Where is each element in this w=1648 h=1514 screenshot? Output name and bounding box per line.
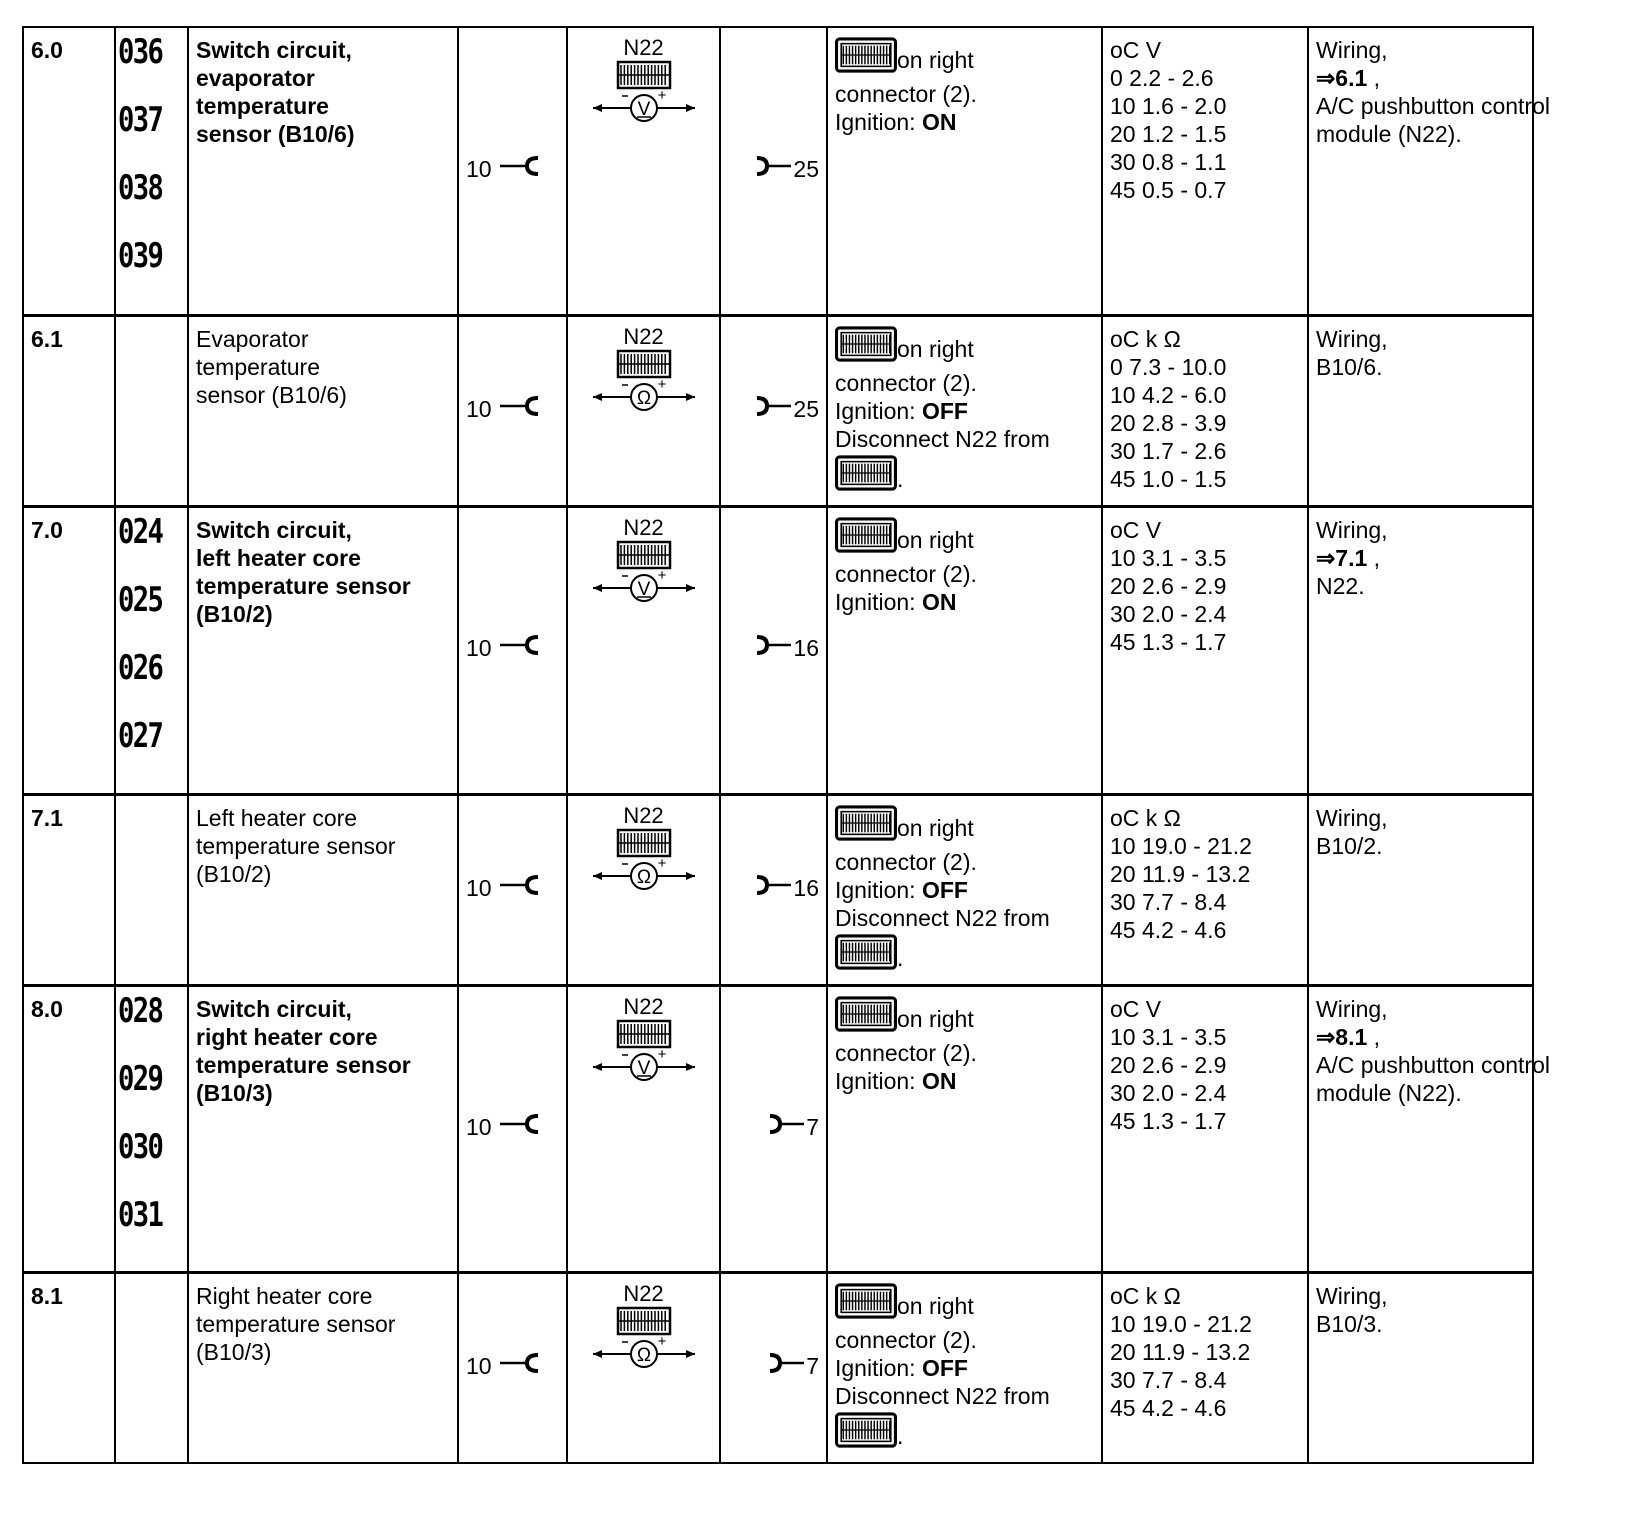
disconnect-note: Disconnect N22 from	[835, 425, 1050, 452]
test-condition	[827, 506, 1102, 794]
svg-text:V: V	[637, 1057, 650, 1079]
diagnostic-code: 037	[118, 100, 163, 140]
device-label: N22	[623, 35, 664, 60]
connector-icon	[835, 325, 897, 369]
pin-left-number: 10	[466, 1352, 492, 1379]
spec-line: 45 1.0 - 1.5	[1110, 465, 1227, 492]
spec-header: oC V	[1110, 516, 1162, 543]
ignition-state: ON	[921, 1067, 957, 1094]
spec-header: oC k Ω	[1110, 804, 1181, 831]
spec-line: 30 2.0 - 2.4	[1110, 600, 1227, 627]
remedy-line: module (N22).	[1316, 121, 1462, 147]
spec-line: 0 7.3 - 10.0	[1110, 353, 1227, 380]
pin-right-cell	[720, 506, 827, 794]
spec-line: 45 4.2 - 4.6	[1110, 1394, 1227, 1421]
test-condition	[827, 27, 1102, 315]
diagnostic-code: 038	[118, 168, 163, 208]
diagnostic-code: 024	[118, 511, 163, 552]
pin-right-cell	[720, 315, 827, 506]
step-number: 6.0	[23, 27, 115, 315]
table-row	[23, 27, 1533, 315]
spec-line: 45 1.3 - 1.7	[1110, 1107, 1227, 1134]
diagnostic-code: 039	[118, 236, 163, 276]
device-cell	[567, 506, 720, 794]
test-line: temperature sensor	[196, 572, 411, 599]
test-line: (B10/2)	[196, 600, 273, 627]
test-line: Evaporator	[196, 325, 309, 352]
remedy-ref-suffix: ,	[1367, 65, 1381, 91]
ignition-label: Ignition:	[835, 109, 916, 135]
pin-left-cell	[458, 27, 567, 315]
spec-line: 0 2.2 - 2.6	[1110, 65, 1214, 91]
ignition-label: Ignition:	[835, 876, 916, 903]
probe-socket-right-icon	[766, 1352, 806, 1380]
device-label: N22	[623, 1280, 664, 1306]
connector-icon	[835, 516, 897, 560]
condition-text: on right	[897, 814, 974, 841]
specification	[1102, 794, 1308, 985]
spec-line: 20 2.6 - 2.9	[1110, 572, 1227, 599]
spec-line: 30 1.7 - 2.6	[1110, 437, 1227, 464]
pin-right-number: 16	[793, 874, 819, 901]
pin-right-cell	[720, 794, 827, 985]
spec-line: 30 0.8 - 1.1	[1110, 149, 1227, 175]
remedy-line: Wiring,	[1316, 37, 1388, 63]
spec-line: 30 7.7 - 8.4	[1110, 888, 1227, 915]
test-line: Switch circuit,	[196, 995, 352, 1022]
spec-line: 30 2.0 - 2.4	[1110, 1079, 1227, 1106]
remedy-line: B10/3.	[1316, 1310, 1383, 1337]
remedy-reference-link[interactable]: ⇒8.1	[1316, 1023, 1368, 1050]
remedy-line: A/C pushbutton control	[1316, 93, 1550, 119]
spec-line: 10 19.0 - 21.2	[1110, 832, 1252, 859]
fault-codes	[115, 1272, 188, 1463]
probe-socket-right-icon	[753, 155, 793, 183]
test-description	[188, 315, 458, 506]
remedy-line: N22.	[1316, 572, 1365, 599]
pin-left-number: 10	[466, 874, 492, 901]
device-label: N22	[623, 802, 664, 828]
step-number: 7.0	[23, 506, 115, 794]
test-line: evaporator	[196, 65, 315, 91]
test-condition: on right connector (2). Ignition: OFF Disconnect N22 from .	[827, 315, 1102, 506]
test-line: left heater core	[196, 544, 361, 571]
pin-left-cell	[458, 506, 567, 794]
diagnostic-code: 028	[118, 990, 163, 1031]
diagnostic-code: 029	[118, 1058, 163, 1099]
svg-text:+: +	[657, 566, 666, 584]
disconnect-note: Disconnect N22 from	[835, 1382, 1050, 1409]
spec-line: 45 4.2 - 4.6	[1110, 916, 1227, 943]
connector-icon	[835, 455, 897, 497]
device-cell	[567, 1272, 720, 1463]
table-row	[23, 1272, 1533, 1463]
spec-line: 20 11.9 - 13.2	[1110, 1338, 1251, 1365]
probe-socket-left-icon	[498, 634, 542, 662]
remedy-reference-link[interactable]: ⇒7.1	[1316, 544, 1368, 571]
diagnostic-code: 030	[118, 1126, 163, 1167]
table-row	[23, 315, 1533, 506]
test-line: (B10/2)	[196, 860, 272, 887]
specification	[1102, 27, 1308, 315]
test-description	[188, 794, 458, 985]
remedy-reference-link[interactable]: ⇒6.1	[1316, 65, 1368, 91]
possible-cause	[1308, 794, 1533, 985]
device-cell	[567, 794, 720, 985]
fault-codes	[115, 985, 188, 1272]
condition-text: on right	[897, 526, 974, 553]
device-cell	[567, 985, 720, 1272]
pin-right-cell	[720, 27, 827, 315]
svg-text:Ω: Ω	[636, 1344, 651, 1366]
ignition-label: Ignition:	[835, 1354, 916, 1381]
probe-socket-right-icon	[753, 395, 793, 423]
ohmmeter-icon	[575, 1306, 712, 1370]
remedy-line: Wiring,	[1316, 1282, 1388, 1309]
pin-right-number: 16	[793, 635, 819, 661]
table-row	[23, 506, 1533, 794]
pin-right-number: 25	[793, 395, 819, 422]
possible-cause	[1308, 1272, 1533, 1463]
svg-text:+: +	[657, 1332, 666, 1350]
remedy-line: Wiring,	[1316, 516, 1388, 543]
test-line: temperature sensor	[196, 832, 396, 859]
pin-left-number: 10	[466, 155, 492, 182]
device-label: N22	[623, 514, 664, 540]
probe-socket-left-icon	[498, 155, 542, 183]
possible-cause	[1308, 985, 1550, 1272]
test-description	[188, 27, 458, 315]
spec-header: oC V	[1110, 995, 1162, 1022]
test-line: temperature	[196, 93, 329, 119]
probe-socket-left-icon	[498, 395, 542, 423]
ignition-state: OFF	[921, 397, 968, 424]
connector-icon	[835, 1412, 897, 1454]
spec-line: 10 3.1 - 3.5	[1110, 1023, 1227, 1050]
connector-icon	[835, 995, 897, 1039]
condition-text: connector (2).	[835, 1039, 977, 1066]
voltmeter-icon	[575, 540, 712, 604]
pin-left-number: 10	[466, 395, 492, 422]
remedy-line: B10/2.	[1316, 832, 1383, 859]
svg-text:+: +	[657, 375, 666, 393]
spec-line: 10 4.2 - 6.0	[1110, 381, 1227, 408]
probe-socket-left-icon	[498, 874, 542, 902]
step-number: 7.1	[23, 794, 115, 985]
condition-text: connector (2).	[835, 848, 977, 875]
ignition-label: Ignition:	[835, 1067, 916, 1094]
diagnostic-code: 036	[118, 32, 163, 72]
fault-codes	[115, 506, 188, 794]
remedy-line: Wiring,	[1316, 325, 1388, 352]
condition-text: on right	[897, 1292, 974, 1319]
spec-header: oC k Ω	[1110, 1282, 1181, 1309]
pin-left-cell	[458, 985, 567, 1272]
svg-text:+: +	[657, 854, 666, 872]
ignition-state: OFF	[921, 876, 968, 903]
pin-right-number: 7	[806, 1113, 819, 1140]
spec-header: oC V	[1110, 37, 1162, 63]
test-line: right heater core	[196, 1023, 378, 1050]
spec-line: 20 11.9 - 13.2	[1110, 860, 1251, 887]
device-label: N22	[623, 323, 664, 349]
connector-icon	[835, 804, 897, 848]
svg-text:V: V	[637, 578, 650, 600]
test-condition: on right connector (2). Ignition: OFF Disconnect N22 from .	[827, 794, 1102, 985]
remedy-ref-suffix: ,	[1367, 1023, 1381, 1050]
svg-text:V: V	[637, 99, 650, 120]
spec-line: 30 7.7 - 8.4	[1110, 1366, 1227, 1393]
spec-line: 10 1.6 - 2.0	[1110, 93, 1227, 119]
ignition-label: Ignition:	[835, 397, 916, 424]
remedy-line: module (N22).	[1316, 1079, 1462, 1106]
condition-text: connector (2).	[835, 1326, 977, 1353]
diagnostic-code: 027	[118, 715, 163, 756]
diagnostic-code: 031	[118, 1194, 163, 1235]
specification	[1102, 506, 1308, 794]
spec-line: 45 0.5 - 0.7	[1110, 177, 1227, 203]
pin-left-cell	[458, 1272, 567, 1463]
possible-cause	[1308, 27, 1550, 315]
connector-icon	[835, 36, 897, 80]
fault-codes	[115, 27, 188, 315]
remedy-ref-suffix: ,	[1367, 544, 1381, 571]
table-row	[23, 794, 1533, 985]
disconnect-note: Disconnect N22 from	[835, 904, 1050, 931]
test-line: temperature sensor	[196, 1310, 396, 1337]
remedy-line: Wiring,	[1316, 804, 1388, 831]
ignition-state: ON	[921, 109, 957, 135]
condition-text: on right	[897, 1005, 974, 1032]
voltmeter-icon	[575, 60, 712, 124]
svg-text:Ω: Ω	[636, 866, 651, 888]
pin-right-cell	[720, 1272, 827, 1463]
test-line: (B10/3)	[196, 1079, 273, 1106]
pin-left-number: 10	[466, 1113, 492, 1140]
device-cell	[567, 315, 720, 506]
pin-left-cell	[458, 315, 567, 506]
diagnostic-code: 025	[118, 579, 163, 620]
remedy-line: Wiring,	[1316, 995, 1388, 1022]
ohmmeter-icon	[575, 349, 712, 413]
spec-line: 20 1.2 - 1.5	[1110, 121, 1227, 147]
diagnostic-table	[22, 26, 1550, 1464]
condition-text: on right	[897, 335, 974, 362]
test-line: temperature sensor	[196, 1051, 411, 1078]
test-line: temperature	[196, 353, 321, 380]
test-condition: on right connector (2). Ignition: OFF Disconnect N22 from .	[827, 1272, 1102, 1463]
svg-text:+: +	[657, 87, 666, 104]
possible-cause	[1308, 315, 1533, 506]
fault-codes	[115, 315, 188, 506]
spec-line: 10 3.1 - 3.5	[1110, 544, 1227, 571]
test-line: Left heater core	[196, 804, 358, 831]
test-description	[188, 985, 458, 1272]
probe-socket-right-icon	[766, 1113, 806, 1141]
test-line: Right heater core	[196, 1282, 373, 1309]
pin-right-number: 25	[793, 155, 819, 182]
condition-text: connector (2).	[835, 81, 977, 107]
test-description	[188, 1272, 458, 1463]
ignition-state: OFF	[921, 1354, 968, 1381]
test-line: sensor (B10/6)	[196, 381, 347, 408]
test-line: (B10/3)	[196, 1338, 272, 1365]
step-number: 6.1	[23, 315, 115, 506]
probe-socket-right-icon	[753, 874, 793, 902]
table-row	[23, 985, 1533, 1272]
pin-left-cell	[458, 794, 567, 985]
pin-right-number: 7	[806, 1352, 819, 1379]
condition-text: connector (2).	[835, 369, 977, 396]
device-label: N22	[623, 993, 664, 1019]
fault-codes	[115, 794, 188, 985]
test-line: sensor (B10/6)	[196, 121, 355, 147]
remedy-line: B10/6.	[1316, 353, 1383, 380]
svg-text:Ω: Ω	[636, 387, 651, 409]
probe-socket-left-icon	[498, 1352, 542, 1380]
test-line: Switch circuit,	[196, 37, 352, 63]
table-body	[23, 27, 1550, 1463]
step-number: 8.0	[23, 985, 115, 1272]
pin-left-number: 10	[466, 635, 492, 661]
svg-text:+: +	[657, 1045, 666, 1063]
specification	[1102, 315, 1308, 506]
specification	[1102, 985, 1308, 1272]
possible-cause	[1308, 506, 1533, 794]
spec-line: 10 19.0 - 21.2	[1110, 1310, 1252, 1337]
voltmeter-icon	[575, 1019, 712, 1083]
spec-line: 45 1.3 - 1.7	[1110, 628, 1227, 655]
ignition-state: ON	[921, 588, 957, 615]
spec-header: oC k Ω	[1110, 325, 1181, 352]
probe-socket-right-icon	[753, 634, 793, 662]
condition-text: connector (2).	[835, 560, 977, 587]
test-condition	[827, 985, 1102, 1272]
device-cell	[567, 27, 720, 315]
diagnostic-code: 026	[118, 647, 163, 688]
connector-icon	[835, 1282, 897, 1326]
spec-line: 20 2.8 - 3.9	[1110, 409, 1227, 436]
remedy-line: A/C pushbutton control	[1316, 1051, 1550, 1078]
test-line: Switch circuit,	[196, 516, 352, 543]
ignition-label: Ignition:	[835, 588, 916, 615]
connector-icon	[835, 934, 897, 976]
step-number: 8.1	[23, 1272, 115, 1463]
probe-socket-left-icon	[498, 1113, 542, 1141]
pin-right-cell	[720, 985, 827, 1272]
condition-text: on right	[897, 47, 974, 73]
ohmmeter-icon	[575, 828, 712, 892]
spec-line: 20 2.6 - 2.9	[1110, 1051, 1227, 1078]
test-description	[188, 506, 458, 794]
specification	[1102, 1272, 1308, 1463]
